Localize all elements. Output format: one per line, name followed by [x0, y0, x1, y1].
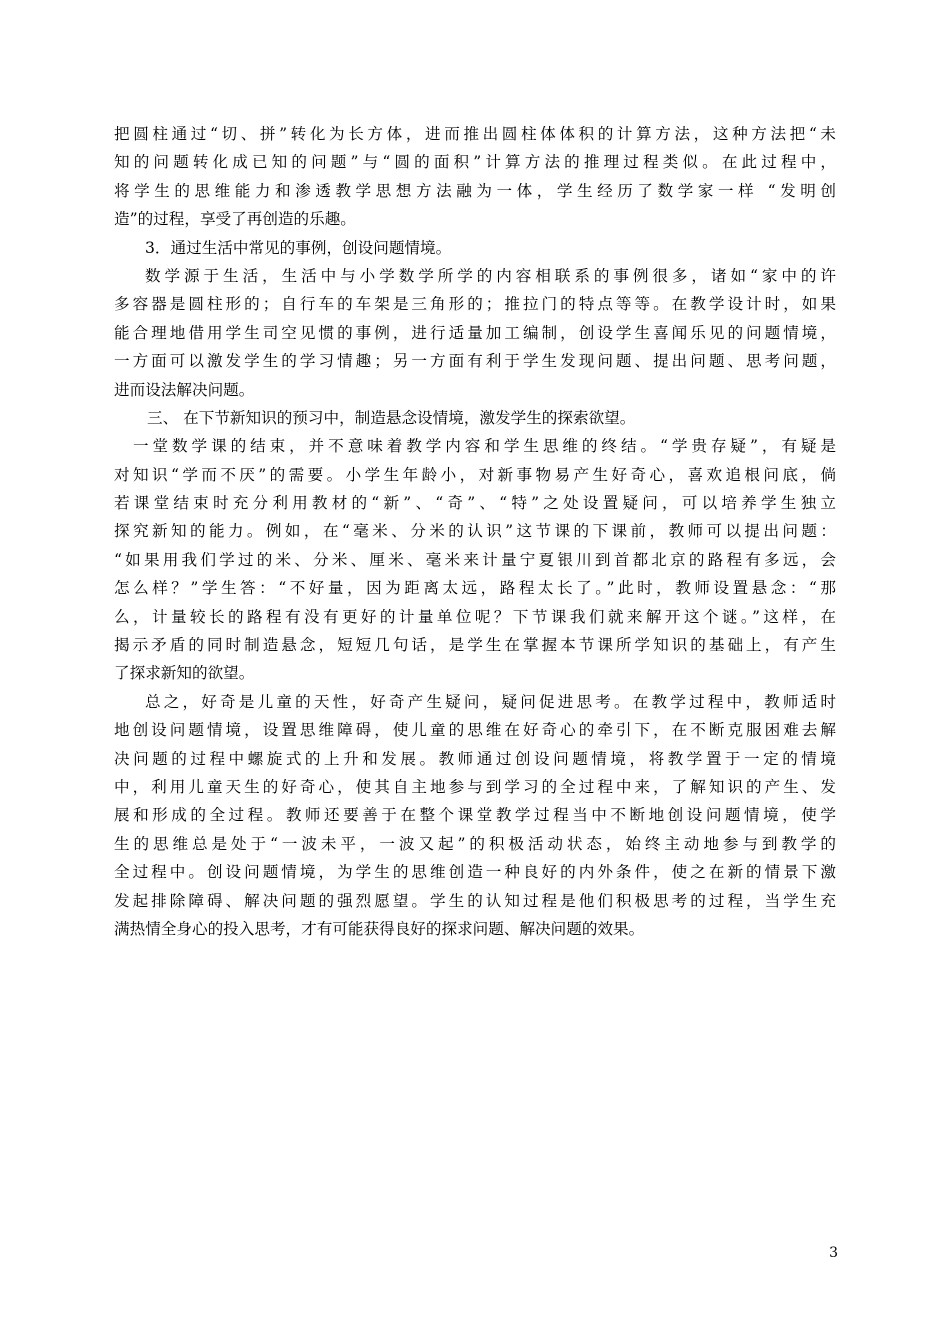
text-line: 中，利用儿童天生的好奇心，使其自主地参与到学习的全过程中来，了解知识的产生、发 — [114, 777, 836, 796]
text-line: 探究新知的能力。例如，在“毫米、分米的认识”这节课的下课前，教师可以提出问题： — [114, 522, 836, 541]
text-line: 把圆柱通过“切、拼”转化为长方体，进而推出圆柱体体积的计算方法，这种方法把“未 — [114, 125, 836, 143]
text-line: 一堂数学课的结束，并不意味着教学内容和学生思维的终结。“学贵存疑”，有疑是 — [133, 437, 836, 456]
text-line: 将学生的思维能力和渗透教学思想方法融为一体，学生经历了数学家一样 “发明创 — [114, 181, 836, 200]
text-line: 能合理地借用学生司空见惯的事例，进行适量加工编制，创设学生喜闻乐见的问题情境， — [114, 323, 836, 342]
body-text — [114, 120, 836, 943]
text-line: 生的思维总是处于“一波未平，一波又起”的积极活动状态，始终主动地参与到教学的 — [114, 834, 836, 853]
text-line: 造”的过程，享受了再创造的乐趣。 — [114, 210, 356, 229]
page-number: 3 — [829, 1245, 838, 1261]
text-line: 展和形成的全过程。教师还要善于在整个课堂教学过程当中不断地创设问题情境，使学 — [114, 806, 836, 825]
section-heading: 三、 在下节新知识的预习中，制造悬念设情境，激发学生的探索欲望。 — [147, 408, 636, 427]
text-line: 知的问题转化成已知的问题”与“圆的面积”计算方法的推理过程类似。在此过程中， — [114, 153, 836, 172]
text-line: 全过程中。创设问题情境，为学生的思维创造一种良好的内外条件，使之在新的情景下激 — [114, 863, 836, 882]
text-line: 总之，好奇是儿童的天性，好奇产生疑问，疑问促进思考。在教学过程中，教师适时 — [145, 692, 836, 711]
text-line: 数学源于生活，生活中与小学数学所学的内容相联系的事例很多，诸如“家中的许 — [145, 266, 836, 285]
text-line: 若课堂结束时充分利用教材的“新”、“奇”、“特”之处设置疑问，可以培养学生独立 — [114, 494, 836, 513]
text-line: 了探求新知的欲望。 — [114, 664, 255, 683]
text-line: 么，计量较长的路程有没有更好的计量单位呢？下节课我们就来解开这个谜。”这样，在 — [114, 607, 836, 626]
text-line: 一方面可以激发学生的学习情趣；另一方面有利于学生发现问题、提出问题、思考问题， — [114, 352, 836, 371]
text-line: 满热情全身心的投入思考，才有可能获得良好的探求问题、解决问题的效果。 — [114, 919, 645, 938]
text-line: 进而设法解决问题。 — [114, 380, 255, 399]
section-subheading: 3．通过生活中常见的事例，创设问题情境。 — [145, 238, 452, 257]
text-line: 多容器是圆柱形的；自行车的车架是三角形的；推拉门的特点等等。在教学设计时，如果 — [114, 295, 836, 314]
text-line: “如果用我们学过的米、分米、厘米、毫米来计量宁夏银川到首都北京的路程有多远，会 — [114, 550, 836, 569]
text-line: 揭示矛盾的同时制造悬念，短短几句话，是学生在掌握本节课所学知识的基础上，有产生 — [114, 636, 836, 655]
text-line: 地创设问题情境，设置思维障碍，使儿童的思维在好奇心的牵引下，在不断克服困难去解 — [114, 721, 836, 740]
text-line: 怎么样？”学生答：“不好量，因为距离太远，路程太长了。”此时，教师设置悬念：“那 — [114, 579, 836, 598]
text-line: 对知识“学而不厌”的需要。小学生年龄小，对新事物易产生好奇心，喜欢追根问底，倘 — [114, 465, 836, 484]
text-line: 发起排除障碍、解决问题的强烈愿望。学生的认知过程是他们积极思考的过程，当学生充 — [114, 891, 836, 910]
text-line: 决问题的过程中螺旋式的上升和发展。教师通过创设问题情境，将教学置于一定的情境 — [114, 749, 836, 768]
